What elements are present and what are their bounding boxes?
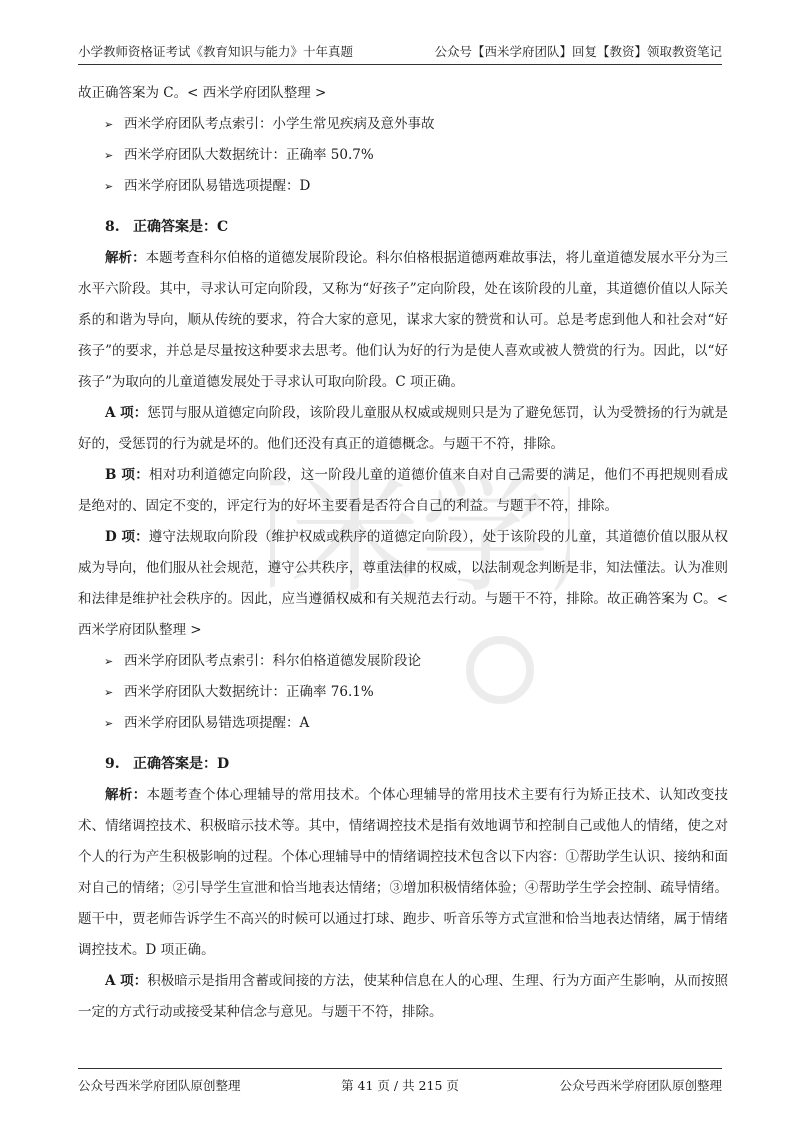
q8-bullet: ➢ 西米学府团队大数据统计：正确率 76.1% xyxy=(78,677,728,708)
arrow-icon: ➢ xyxy=(104,686,114,699)
header-title: 小学教师资格证考试《教育知识与能力》十年真题 xyxy=(78,44,354,59)
intro-line: 故正确答案为 C。< 西米学府团队整理 > xyxy=(78,85,327,101)
q7-bullet: ➢ 西米学府团队考点索引：小学生常见疾病及意外事故 xyxy=(78,109,728,140)
footer-left: 公众号西米学府团队原创整理 xyxy=(78,1078,241,1093)
arrow-icon: ➢ xyxy=(104,149,114,162)
q8-bullet: ➢ 西米学府团队考点索引：科尔伯格道德发展阶段论 xyxy=(78,646,728,677)
q8-option-d: D 项：遵守法规取向阶段（维护权威或秩序的道德定向阶段），处于该阶段的儿童，其道德价值以服从权威为导向，他们服从社会规范，遵守公共秩序，尊重法律的权威，以法制观念判断是非，知法懂法。认为准则和法律是维护社会秩序的。因此，应当遵循权威和有关规范去行动。与题干不符，排除。故正确答案为 C。< 西米学府团队整理 > xyxy=(78,529,728,638)
document-body xyxy=(78,78,728,1028)
arrow-icon: ➢ xyxy=(104,717,114,730)
page-footer xyxy=(78,1068,722,1093)
q8-option-a: A 项：惩罚与服从道德定向阶段，该阶段儿童服从权威或规则只是为了避免惩罚，认为受赞扬的行为就是好的，受惩罚的行为就是坏的。他们还没有真正的道德概念。与题干不符，排除。 xyxy=(78,405,728,452)
q7-bullet: ➢ 西米学府团队大数据统计：正确率 50.7% xyxy=(78,140,728,171)
q8-option-b: B 项：相对功利道德定向阶段，这一阶段儿童的道德价值来自对自己需要的满足，他们不再把规则看成是绝对的、固定不变的，评定行为的好坏主要看是否符合自己的利益。与题干不符，排除。 xyxy=(78,467,728,514)
q8-answer: 8. 正确答案是：C xyxy=(105,219,229,235)
page-number: 第 41 页 / 共 215 页 xyxy=(341,1078,459,1093)
footer-right: 公众号西米学府团队原创整理 xyxy=(559,1078,722,1093)
watermark-text: 米学 xyxy=(289,459,551,611)
q9-option-a: A 项：积极暗示是指用含蓄或间接的方法，使某种信息在人的心理、生理、行为方面产生影响，从而按照一定的方式行动或接受某种信念与意见。与题干不符，排除。 xyxy=(78,973,728,1020)
q9-analysis: 解析：本题考查个体心理辅导的常用技术。个体心理辅导的常用技术主要有行为矫正技术、认知改变技术、情绪调控技术、积极暗示技术等。其中，情绪调控技术是指有效地调节和控制自己或他人的情绪，使之对个人的行为产生积极影响的过程。个体心理辅导中的情绪调控技术包含以下内容：①帮助学生认识、接纳和面对自己的情绪；②引导学生宣泄和恰当地表达情绪；③增加积极情绪体验；④帮助学生学会控制、疏导情绪。题干中，贾老师告诉学生不高兴的时候可以通过打球、跑步、听音乐等方式宣泄和恰当地表达情绪，属于情绪调控技术。D 项正确。 xyxy=(78,787,729,958)
arrow-icon: ➢ xyxy=(104,655,114,668)
page-header xyxy=(78,38,722,65)
q7-bullet: ➢ 西米学府团队易错选项提醒：D xyxy=(78,171,728,202)
arrow-icon: ➢ xyxy=(104,180,114,193)
header-promo: 公众号【西米学府团队】回复【教资】领取教资笔记 xyxy=(434,44,722,59)
q8-bullet: ➢ 西米学府团队易错选项提醒：A xyxy=(78,708,728,739)
q8-analysis: 解析：本题考查科尔伯格的道德发展阶段论。科尔伯格根据道德两难故事法，将儿童道德发展水平分为三水平六阶段。其中，寻求认可定向阶段，又称为“好孩子”定向阶段，处在该阶段的儿童，其道德价值以人际关系的和谐为导向，顺从传统的要求，符合大家的意见，谋求大家的赞赏和认可。总是考虑到他人和社会对“好孩子”的要求，并总是尽量按这种要求去思考。他们认为好的行为是使人喜欢或被人赞赏的行为。因此，以“好孩子”为取向的儿童道德发展处于寻求认可取向阶段。C 项正确。 xyxy=(78,250,729,390)
arrow-icon: ➢ xyxy=(104,118,114,131)
q9-answer: 9. 正确答案是：D xyxy=(105,756,230,772)
